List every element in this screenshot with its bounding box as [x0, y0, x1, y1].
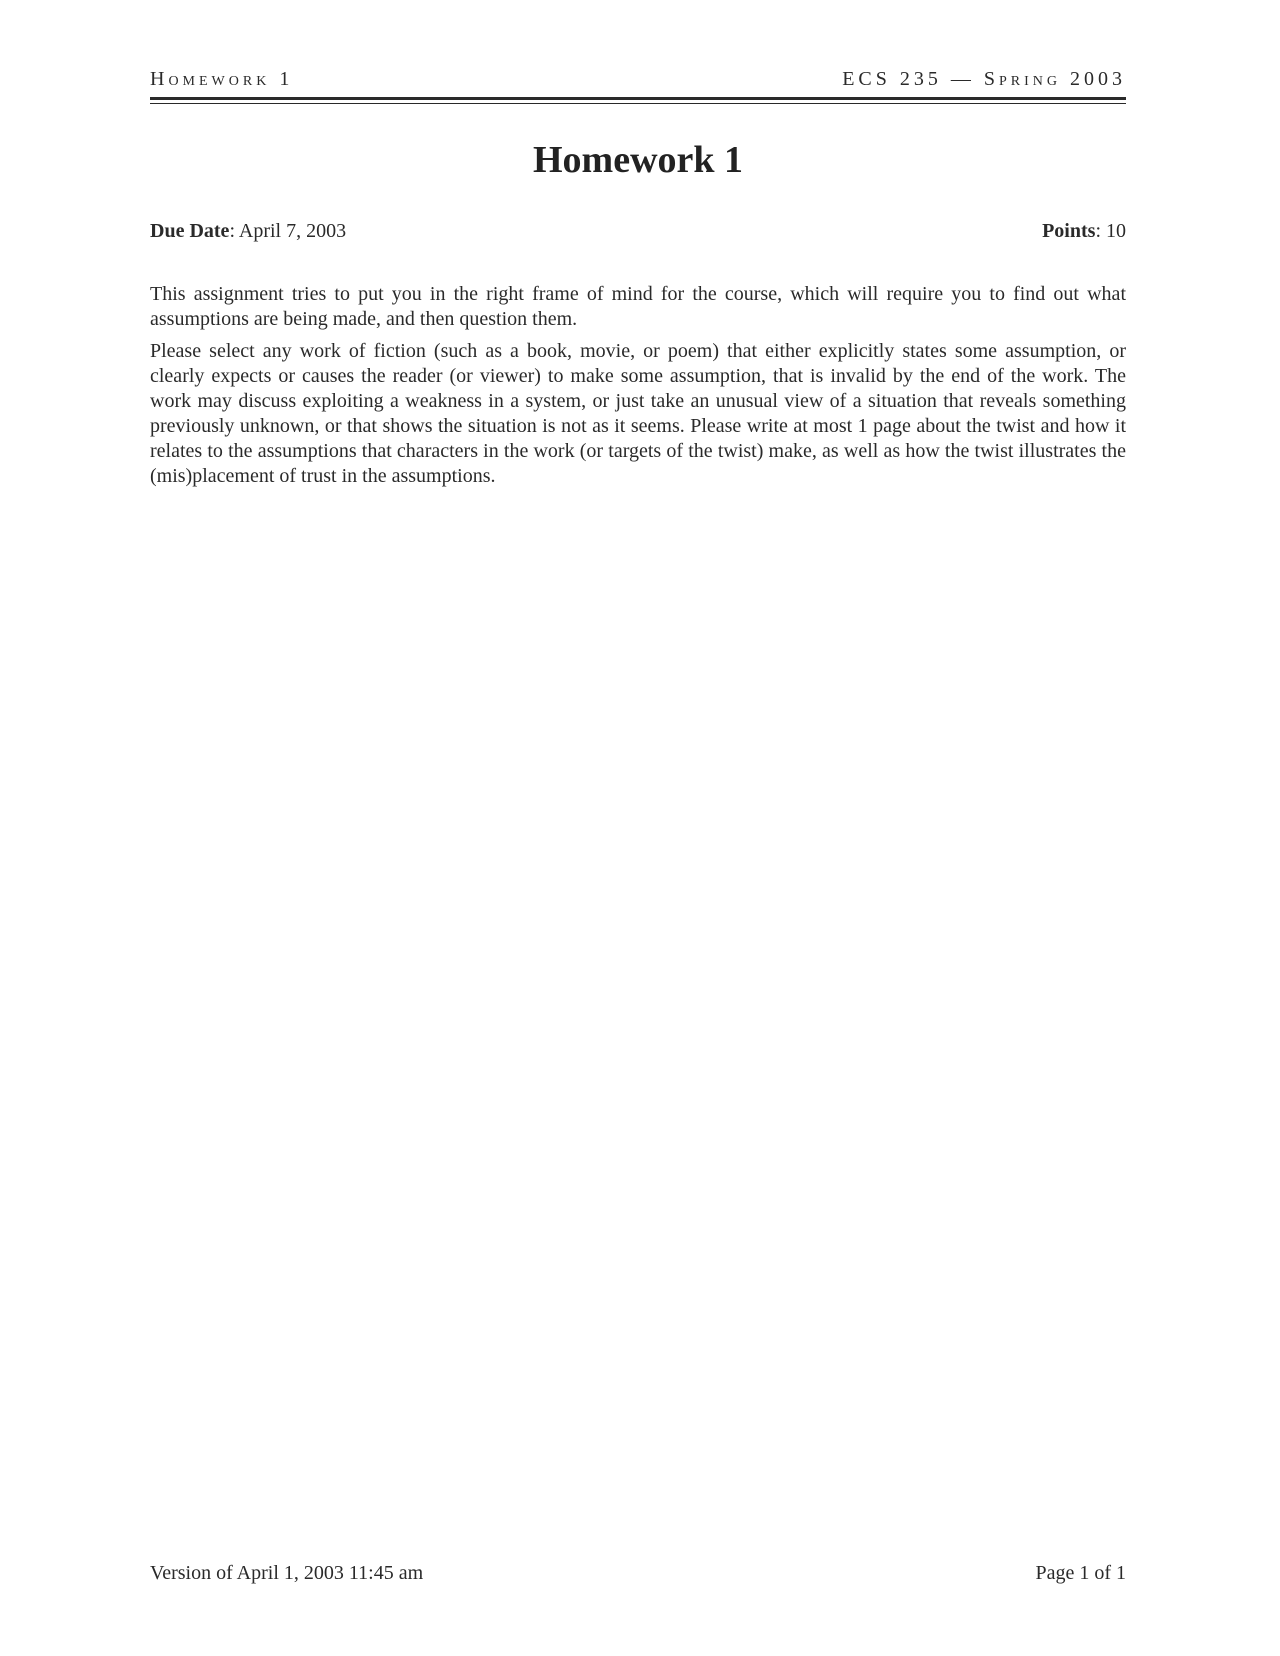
header-course-term: ECS 235 — Spring 2003	[842, 68, 1126, 90]
assignment-body	[150, 282, 1126, 496]
document-page	[150, 0, 1126, 1656]
page-number: Page 1 of 1	[1035, 1562, 1126, 1584]
header-rule-secondary	[150, 103, 1126, 104]
due-date	[150, 220, 346, 243]
due-date-value: : April 7, 2003	[229, 220, 347, 242]
version-stamp: Version of April 1, 2003 11:45 am	[150, 1562, 424, 1584]
header-left-title: Homework 1	[150, 68, 294, 90]
points-label: Points	[1042, 220, 1096, 242]
page-title: Homework 1	[532, 139, 744, 181]
running-footer	[150, 1562, 1126, 1585]
running-header	[150, 68, 1126, 91]
points-value: : 10	[1095, 220, 1126, 242]
assignment-meta	[150, 220, 1126, 243]
header-rule	[150, 97, 1126, 100]
due-date-label: Due Date	[150, 220, 230, 242]
intro-paragraph: This assignment tries to put you in the right frame of mind for the course, which will require you to find out what assumptions are being made, and then question them.	[150, 283, 1126, 330]
points	[1042, 220, 1126, 243]
instructions-paragraph: Please select any work of fiction (such as a book, movie, or poem) that either explicitly states some assumption, or clearly expects or causes the reader (or viewer) to make some assumption, that is invalid by the end of the work. The work may discuss exploiting a weakness in a system, or just take an unusual view of a situation that reveals something previously unknown, or that shows the situation is not as it seems. Please write at most 1 page about the twist and how it relates to the assumptions that characters in the work (or targets of the twist) make, as well as how the twist illustrates the (mis)placement of trust in the assumptions.	[150, 340, 1126, 487]
